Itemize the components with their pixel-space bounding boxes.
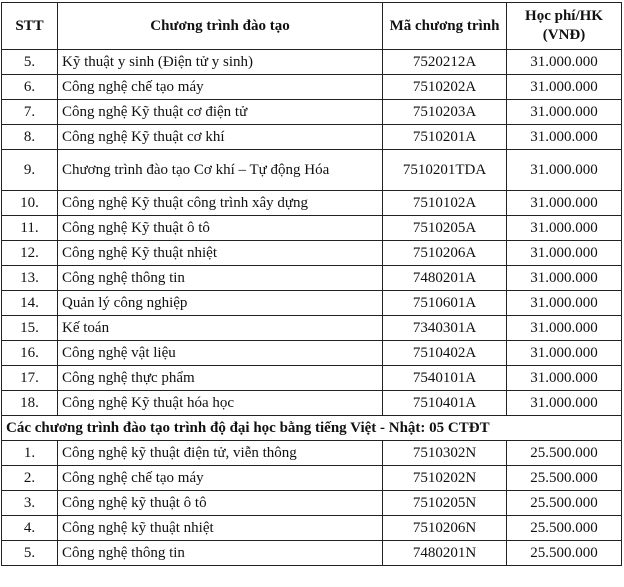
table-row — [2, 341, 622, 366]
cell-fee: 31.000.000 — [507, 150, 622, 191]
cell-fee: 31.000.000 — [507, 191, 622, 216]
header-stt: STT — [2, 3, 58, 50]
cell-program: Công nghệ thông tin — [58, 266, 383, 291]
cell-code: 7510205A — [383, 216, 507, 241]
header-program: Chương trình đào tạo — [58, 3, 383, 50]
header-row — [2, 3, 622, 50]
cell-stt: 4. — [2, 516, 58, 541]
cell-fee: 31.000.000 — [507, 125, 622, 150]
cell-program: Công nghệ Kỹ thuật hóa học — [58, 391, 383, 416]
cell-code: 7510401A — [383, 391, 507, 416]
cell-code: 7510201TDA — [383, 150, 507, 191]
cell-fee: 31.000.000 — [507, 391, 622, 416]
cell-program: Công nghệ kỹ thuật điện tử, viễn thông — [58, 441, 383, 466]
table-row — [2, 541, 622, 566]
table-row — [2, 441, 622, 466]
cell-stt: 17. — [2, 366, 58, 391]
cell-program: Công nghệ Kỹ thuật ô tô — [58, 216, 383, 241]
cell-stt: 6. — [2, 75, 58, 100]
cell-fee: 31.000.000 — [507, 291, 622, 316]
table-body — [2, 50, 622, 566]
cell-program: Công nghệ vật liệu — [58, 341, 383, 366]
table-row — [2, 266, 622, 291]
cell-program: Công nghệ kỹ thuật ô tô — [58, 491, 383, 516]
section-row — [2, 416, 622, 441]
table-row — [2, 150, 622, 191]
table-row — [2, 241, 622, 266]
table-row — [2, 125, 622, 150]
table-row — [2, 75, 622, 100]
cell-program: Công nghệ Kỹ thuật cơ điện tử — [58, 100, 383, 125]
cell-stt: 8. — [2, 125, 58, 150]
cell-code: 7510202N — [383, 466, 507, 491]
cell-code: 7510302N — [383, 441, 507, 466]
table-row — [2, 391, 622, 416]
cell-fee: 25.500.000 — [507, 541, 622, 566]
cell-program: Công nghệ thông tin — [58, 541, 383, 566]
cell-program: Kỹ thuật y sinh (Điện tử y sinh) — [58, 50, 383, 75]
cell-program: Công nghệ Kỹ thuật nhiệt — [58, 241, 383, 266]
cell-stt: 10. — [2, 191, 58, 216]
cell-stt: 12. — [2, 241, 58, 266]
cell-code: 7510601A — [383, 291, 507, 316]
cell-code: 7510206A — [383, 241, 507, 266]
header-fee: Học phí/HK (VNĐ) — [507, 3, 622, 50]
cell-fee: 31.000.000 — [507, 366, 622, 391]
cell-code: 7510201A — [383, 125, 507, 150]
cell-program: Công nghệ kỹ thuật nhiệt — [58, 516, 383, 541]
table-row — [2, 50, 622, 75]
cell-fee: 25.500.000 — [507, 441, 622, 466]
cell-program: Chương trình đào tạo Cơ khí – Tự động Hóa — [58, 150, 383, 191]
table-row — [2, 516, 622, 541]
table-row — [2, 366, 622, 391]
cell-code: 7510102A — [383, 191, 507, 216]
cell-stt: 2. — [2, 466, 58, 491]
cell-fee: 25.500.000 — [507, 491, 622, 516]
cell-program: Công nghệ chế tạo máy — [58, 466, 383, 491]
cell-stt: 11. — [2, 216, 58, 241]
cell-fee: 31.000.000 — [507, 316, 622, 341]
cell-code: 7340301A — [383, 316, 507, 341]
cell-fee: 31.000.000 — [507, 341, 622, 366]
cell-stt: 5. — [2, 541, 58, 566]
cell-stt: 7. — [2, 100, 58, 125]
cell-code: 7520212A — [383, 50, 507, 75]
cell-stt: 13. — [2, 266, 58, 291]
cell-stt: 15. — [2, 316, 58, 341]
table-row — [2, 216, 622, 241]
cell-fee: 31.000.000 — [507, 50, 622, 75]
table-row — [2, 100, 622, 125]
cell-code: 7510203A — [383, 100, 507, 125]
table-row — [2, 491, 622, 516]
table-row — [2, 191, 622, 216]
cell-code: 7540101A — [383, 366, 507, 391]
cell-fee: 31.000.000 — [507, 241, 622, 266]
table-header — [2, 3, 622, 50]
cell-stt: 9. — [2, 150, 58, 191]
cell-stt: 1. — [2, 441, 58, 466]
cell-program: Công nghệ chế tạo máy — [58, 75, 383, 100]
cell-stt: 18. — [2, 391, 58, 416]
cell-fee: 31.000.000 — [507, 216, 622, 241]
table-row — [2, 291, 622, 316]
section-title: Các chương trình đào tạo trình độ đại học bằng tiếng Việt - Nhật: 05 CTĐT — [2, 416, 622, 441]
cell-fee: 31.000.000 — [507, 266, 622, 291]
cell-fee: 25.500.000 — [507, 466, 622, 491]
cell-code: 7510402A — [383, 341, 507, 366]
table-row — [2, 316, 622, 341]
cell-program: Kế toán — [58, 316, 383, 341]
cell-stt: 5. — [2, 50, 58, 75]
cell-code: 7480201A — [383, 266, 507, 291]
cell-program: Công nghệ Kỹ thuật công trình xây dựng — [58, 191, 383, 216]
cell-stt: 3. — [2, 491, 58, 516]
cell-fee: 31.000.000 — [507, 100, 622, 125]
cell-program: Quản lý công nghiệp — [58, 291, 383, 316]
cell-program: Công nghệ thực phẩm — [58, 366, 383, 391]
cell-code: 7510206N — [383, 516, 507, 541]
cell-code: 7510202A — [383, 75, 507, 100]
cell-program: Công nghệ Kỹ thuật cơ khí — [58, 125, 383, 150]
cell-stt: 16. — [2, 341, 58, 366]
tuition-table — [1, 2, 622, 566]
cell-code: 7480201N — [383, 541, 507, 566]
table-row — [2, 466, 622, 491]
cell-code: 7510205N — [383, 491, 507, 516]
cell-fee: 31.000.000 — [507, 75, 622, 100]
cell-stt: 14. — [2, 291, 58, 316]
cell-fee: 25.500.000 — [507, 516, 622, 541]
header-code: Mã chương trình — [383, 3, 507, 50]
